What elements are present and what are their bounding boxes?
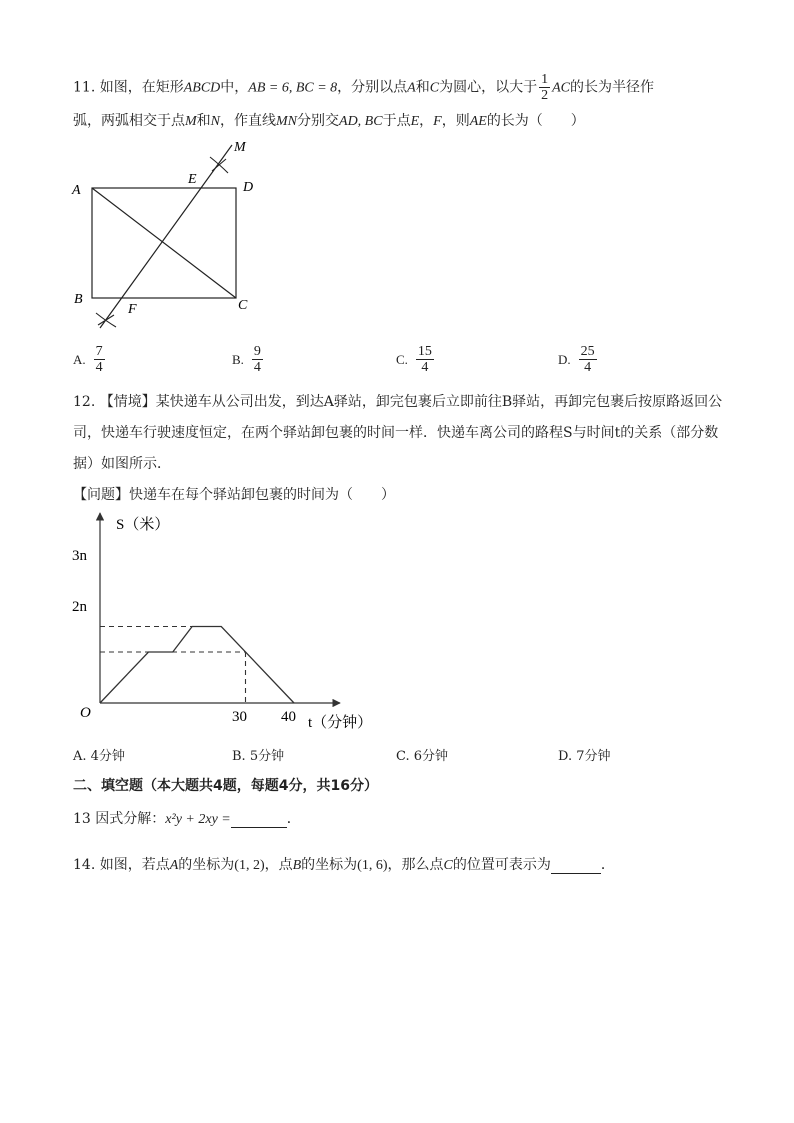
q12-line3: 据）如图所示． — [73, 456, 171, 472]
origin-label: O — [80, 705, 91, 721]
y-tick-3n: 3n — [72, 548, 87, 564]
label-e: E — [188, 172, 197, 187]
q11-line2: 弧，两弧相交于点M和N，作直线MN分别交AD, BC于点E，F，则AE的长为（ ） — [73, 113, 585, 129]
q12-option-c[interactable]: C. 6分钟 — [396, 749, 449, 764]
q11-point: C — [429, 80, 440, 96]
q12-number: 12. — [73, 394, 96, 410]
q13-text: 因式分解： — [95, 811, 166, 827]
q12-text: 【情境】某快递车从公司出发，到达A驿站，卸完包裹后立即前往B驿站，再卸完包裹后按原路返回公 — [99, 394, 723, 410]
q14-coord-a: (1, 2) — [234, 858, 265, 873]
q11-text: 中， — [220, 79, 249, 96]
label-d: D — [243, 180, 254, 195]
x-tick-40: 40 — [281, 709, 296, 725]
series-line — [100, 627, 294, 704]
diagonal-ac — [92, 188, 236, 298]
q12-option-d[interactable]: D. 7分钟 — [558, 749, 611, 764]
q11-text: 为圆心，以大于 — [439, 79, 538, 96]
q12-question: 【问题】快递车在每个驿站卸包裹的时间为（ ） — [73, 487, 395, 503]
q11-equation: AB = 6, BC = 8 — [248, 80, 338, 96]
q11-half-fraction: $\frac{1}{2}$ — [541, 72, 549, 103]
q12-line1 — [73, 391, 722, 411]
q13-line: 13 因式分解：x²y + 2xy = ． — [73, 811, 301, 827]
label-a: A — [72, 183, 81, 198]
distance-time-chart — [60, 505, 380, 735]
q14-line: 14. 如图，若点A的坐标为(1, 2)，点B的坐标为(1, 6)，那么点C的位置可表示为 ． — [73, 857, 615, 873]
chart-dashed-refs — [100, 627, 246, 704]
q14-number: 14. — [73, 857, 96, 873]
y-tick-2n: 2n — [72, 599, 87, 615]
q11-segment: AC — [552, 80, 570, 96]
label-m: M — [234, 140, 246, 155]
q12-option-b[interactable]: B. 5分钟 — [232, 749, 285, 764]
q11-text: 和 — [415, 79, 430, 96]
q11-option-a[interactable]: A. $\frac{7}{4}$ — [73, 344, 103, 375]
q12-option-a[interactable]: A. 4分钟 — [73, 749, 125, 764]
x-tick-30: 30 — [232, 709, 247, 725]
q11-line1 — [73, 72, 654, 103]
q11-option-b[interactable]: B. $\frac{9}{4}$ — [232, 344, 261, 375]
q13-number: 13 — [73, 811, 91, 827]
label-f: F — [128, 302, 137, 317]
q11-point: A — [407, 80, 416, 96]
q11-option-d[interactable]: D. $\frac{25}{4}$ — [558, 344, 595, 375]
q11-text: 如图，在矩形 — [99, 79, 184, 96]
x-axis-label: t（分钟） — [308, 715, 373, 731]
line-mn — [100, 145, 232, 328]
q11-text: 的长为半径作 — [569, 79, 654, 96]
q12-line2: 司，快递车行驶速度恒定，在两个驿站卸包裹的时间一样．快递车离公司的路程S与时间t的关系（部分数 — [73, 425, 719, 441]
q13-expression: x²y + 2xy = — [165, 812, 231, 827]
q13-answer-blank[interactable] — [231, 811, 287, 828]
q11-text: ，分别以点 — [337, 79, 408, 96]
q11-rectangle-figure — [60, 135, 280, 335]
label-c: C — [238, 298, 248, 313]
label-b: B — [74, 292, 83, 307]
y-axis-label: S（米） — [116, 517, 170, 533]
q11-number: 11. — [73, 79, 96, 96]
q11-option-c[interactable]: C. $\frac{15}{4}$ — [396, 344, 432, 375]
section2-title: 二、填空题（本大题共4题，每题4分，共16分） — [73, 778, 378, 794]
q14-answer-blank[interactable] — [551, 857, 601, 874]
q11-rect-name: ABCD — [183, 80, 221, 96]
q14-coord-b: (1, 6) — [357, 858, 388, 873]
